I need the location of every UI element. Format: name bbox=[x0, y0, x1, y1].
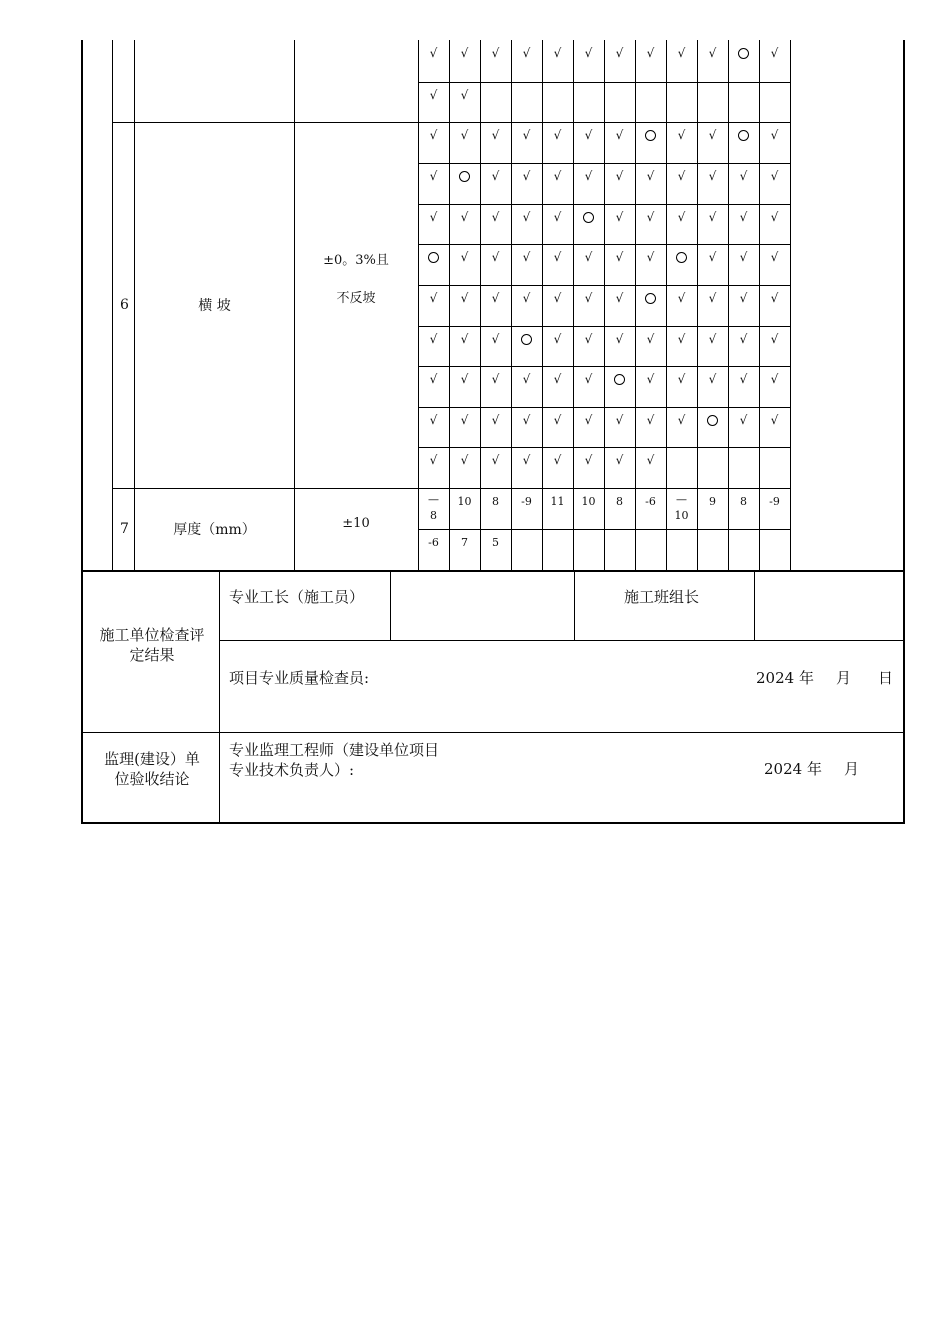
column-line bbox=[666, 40, 667, 570]
pass-mark-icon: √ bbox=[584, 291, 593, 305]
item-name: 横 坡 bbox=[198, 298, 231, 314]
pass-mark-icon: √ bbox=[708, 372, 717, 386]
item-tolerance bbox=[294, 240, 418, 320]
row-line bbox=[418, 447, 790, 448]
pass-mark-icon: √ bbox=[739, 210, 748, 224]
row-line bbox=[219, 640, 905, 641]
row-line bbox=[112, 488, 418, 489]
pass-mark-icon: √ bbox=[677, 46, 686, 60]
pass-mark-icon: √ bbox=[770, 169, 779, 183]
pass-mark-icon: √ bbox=[584, 250, 593, 264]
fail-mark-icon bbox=[449, 165, 480, 187]
pass-mark-icon: √ bbox=[615, 128, 624, 142]
fail-mark-icon bbox=[604, 368, 635, 390]
circle-icon bbox=[738, 130, 749, 141]
pass-mark-icon: √ bbox=[491, 210, 500, 224]
supervision-section-title: 监理(建设）单位验收结论 bbox=[104, 750, 200, 788]
column-line bbox=[134, 40, 135, 570]
row-line bbox=[81, 732, 905, 733]
pass-mark-icon: √ bbox=[708, 250, 717, 264]
pass-mark-icon: √ bbox=[677, 291, 686, 305]
pass-mark-icon: √ bbox=[739, 332, 748, 346]
pass-mark-icon: √ bbox=[522, 250, 531, 264]
pass-mark-icon: √ bbox=[646, 210, 655, 224]
pass-mark-icon: √ bbox=[708, 291, 717, 305]
pass-mark-icon: √ bbox=[429, 128, 438, 142]
pass-mark-icon: √ bbox=[584, 453, 593, 467]
pass-mark-icon: √ bbox=[429, 291, 438, 305]
circle-icon bbox=[645, 130, 656, 141]
pass-mark-icon: √ bbox=[553, 453, 562, 467]
column-line bbox=[294, 40, 295, 570]
column-line bbox=[219, 570, 220, 824]
construction-section-title: 施工单位检查评定结果 bbox=[99, 626, 205, 664]
fail-mark-icon bbox=[666, 246, 697, 268]
measured-value: 7 bbox=[461, 535, 468, 549]
item-tolerance: ±10 bbox=[342, 515, 370, 531]
measured-value: — 10 bbox=[674, 493, 689, 522]
pass-mark-icon: √ bbox=[522, 291, 531, 305]
fail-mark-icon bbox=[728, 124, 759, 146]
pass-mark-icon: √ bbox=[770, 210, 779, 224]
column-line bbox=[790, 40, 791, 570]
circle-icon bbox=[459, 171, 470, 182]
row-line bbox=[418, 529, 790, 530]
pass-mark-icon: √ bbox=[584, 46, 593, 60]
pass-mark-icon: √ bbox=[429, 169, 438, 183]
measured-value: 8 bbox=[616, 494, 623, 508]
team-leader-label: 施工班组长 bbox=[624, 588, 700, 606]
row-line bbox=[418, 82, 790, 83]
fail-mark-icon bbox=[511, 328, 542, 350]
pass-mark-icon: √ bbox=[615, 169, 624, 183]
pass-mark-icon: √ bbox=[646, 250, 655, 264]
column-line bbox=[480, 40, 481, 570]
measured-value: 8 bbox=[492, 494, 499, 508]
tolerance-line: 不反坡 bbox=[336, 291, 376, 306]
circle-icon bbox=[676, 252, 687, 263]
pass-mark-icon: √ bbox=[708, 128, 717, 142]
fail-mark-icon bbox=[573, 206, 604, 228]
pass-mark-icon: √ bbox=[553, 46, 562, 60]
pass-mark-icon: √ bbox=[708, 169, 717, 183]
row-line bbox=[112, 122, 418, 123]
pass-mark-icon: √ bbox=[522, 169, 531, 183]
pass-mark-icon: √ bbox=[646, 453, 655, 467]
column-line bbox=[728, 40, 729, 570]
circle-icon bbox=[707, 415, 718, 426]
date-year: 2024 年 bbox=[764, 760, 822, 778]
pass-mark-icon: √ bbox=[708, 210, 717, 224]
pass-mark-icon: √ bbox=[491, 372, 500, 386]
column-line bbox=[573, 40, 574, 570]
pass-mark-icon: √ bbox=[491, 128, 500, 142]
pass-mark-icon: √ bbox=[615, 250, 624, 264]
pass-mark-icon: √ bbox=[770, 372, 779, 386]
column-line bbox=[449, 40, 450, 570]
pass-mark-icon: √ bbox=[553, 169, 562, 183]
pass-mark-icon: √ bbox=[677, 169, 686, 183]
column-line bbox=[697, 40, 698, 570]
column-line bbox=[574, 570, 575, 640]
pass-mark-icon: √ bbox=[553, 413, 562, 427]
pass-mark-icon: √ bbox=[553, 250, 562, 264]
pass-mark-icon: √ bbox=[770, 332, 779, 346]
pass-mark-icon: √ bbox=[677, 332, 686, 346]
pass-mark-icon: √ bbox=[615, 453, 624, 467]
pass-mark-icon: √ bbox=[522, 128, 531, 142]
pass-mark-icon: √ bbox=[491, 46, 500, 60]
pass-mark-icon: √ bbox=[491, 413, 500, 427]
pass-mark-icon: √ bbox=[677, 210, 686, 224]
row-line bbox=[418, 488, 790, 489]
row-line bbox=[418, 285, 790, 286]
pass-mark-icon: √ bbox=[708, 332, 717, 346]
column-line bbox=[418, 40, 419, 570]
pass-mark-icon: √ bbox=[460, 453, 469, 467]
pass-mark-icon: √ bbox=[584, 169, 593, 183]
pass-mark-icon: √ bbox=[460, 413, 469, 427]
pass-mark-icon: √ bbox=[429, 210, 438, 224]
pass-mark-icon: √ bbox=[739, 372, 748, 386]
pass-mark-icon: √ bbox=[615, 46, 624, 60]
row-line bbox=[418, 407, 790, 408]
measured-value: 8 bbox=[740, 494, 747, 508]
pass-mark-icon: √ bbox=[429, 453, 438, 467]
pass-mark-icon: √ bbox=[460, 88, 469, 102]
item-number: 6 bbox=[120, 297, 129, 313]
fail-mark-icon bbox=[635, 124, 666, 146]
pass-mark-icon: √ bbox=[615, 291, 624, 305]
pass-mark-icon: √ bbox=[646, 372, 655, 386]
pass-mark-icon: √ bbox=[770, 413, 779, 427]
column-line bbox=[754, 570, 755, 640]
pass-mark-icon: √ bbox=[584, 332, 593, 346]
circle-icon bbox=[645, 293, 656, 304]
pass-mark-icon: √ bbox=[491, 332, 500, 346]
measured-value: -9 bbox=[769, 494, 780, 508]
pass-mark-icon: √ bbox=[553, 291, 562, 305]
measured-value: 10 bbox=[457, 494, 472, 508]
row-line bbox=[418, 326, 790, 327]
pass-mark-icon: √ bbox=[491, 291, 500, 305]
pass-mark-icon: √ bbox=[460, 250, 469, 264]
pass-mark-icon: √ bbox=[491, 169, 500, 183]
pass-mark-icon: √ bbox=[646, 46, 655, 60]
pass-mark-icon: √ bbox=[522, 210, 531, 224]
fail-mark-icon bbox=[418, 246, 449, 268]
row-line bbox=[418, 366, 790, 367]
item-name: 厚度（mm） bbox=[173, 522, 256, 538]
row-line bbox=[418, 122, 790, 123]
fail-mark-icon bbox=[728, 42, 759, 64]
circle-icon bbox=[428, 252, 439, 263]
engineer-label: 专业监理工程师（建设单位项目专业技术负责人）: bbox=[229, 741, 440, 779]
pass-mark-icon: √ bbox=[739, 250, 748, 264]
pass-mark-icon: √ bbox=[429, 46, 438, 60]
measured-value: 11 bbox=[550, 494, 565, 508]
measured-value: -9 bbox=[521, 494, 532, 508]
date-day: 日 bbox=[878, 669, 894, 687]
pass-mark-icon: √ bbox=[739, 413, 748, 427]
pass-mark-icon: √ bbox=[739, 169, 748, 183]
pass-mark-icon: √ bbox=[677, 413, 686, 427]
pass-mark-icon: √ bbox=[615, 210, 624, 224]
pass-mark-icon: √ bbox=[770, 291, 779, 305]
fail-mark-icon bbox=[635, 287, 666, 309]
column-line bbox=[635, 40, 636, 570]
pass-mark-icon: √ bbox=[708, 46, 717, 60]
pass-mark-icon: √ bbox=[460, 46, 469, 60]
pass-mark-icon: √ bbox=[677, 372, 686, 386]
inspector-label: 项目专业质量检查员: bbox=[229, 669, 370, 687]
column-line bbox=[604, 40, 605, 570]
circle-icon bbox=[583, 212, 594, 223]
pass-mark-icon: √ bbox=[646, 413, 655, 427]
pass-mark-icon: √ bbox=[553, 332, 562, 346]
row-line bbox=[418, 244, 790, 245]
pass-mark-icon: √ bbox=[429, 88, 438, 102]
measured-value: 10 bbox=[581, 494, 596, 508]
column-line bbox=[390, 570, 391, 640]
foreman-label: 专业工长（施工员） bbox=[229, 588, 365, 606]
pass-mark-icon: √ bbox=[584, 128, 593, 142]
pass-mark-icon: √ bbox=[739, 291, 748, 305]
date-month: 月 bbox=[836, 669, 852, 687]
pass-mark-icon: √ bbox=[460, 291, 469, 305]
row-line bbox=[418, 163, 790, 164]
pass-mark-icon: √ bbox=[770, 128, 779, 142]
item-number: 7 bbox=[120, 521, 129, 537]
date-year: 2024 年 bbox=[756, 669, 814, 687]
column-line bbox=[759, 40, 760, 570]
pass-mark-icon: √ bbox=[677, 128, 686, 142]
pass-mark-icon: √ bbox=[522, 413, 531, 427]
measured-value: — 8 bbox=[428, 493, 439, 522]
pass-mark-icon: √ bbox=[553, 372, 562, 386]
date-month: 月 bbox=[844, 760, 860, 778]
pass-mark-icon: √ bbox=[429, 413, 438, 427]
pass-mark-icon: √ bbox=[615, 332, 624, 346]
pass-mark-icon: √ bbox=[646, 169, 655, 183]
pass-mark-icon: √ bbox=[553, 210, 562, 224]
measured-value: -6 bbox=[645, 494, 656, 508]
pass-mark-icon: √ bbox=[522, 453, 531, 467]
circle-icon bbox=[521, 334, 532, 345]
pass-mark-icon: √ bbox=[615, 413, 624, 427]
pass-mark-icon: √ bbox=[553, 128, 562, 142]
circle-icon bbox=[738, 48, 749, 59]
pass-mark-icon: √ bbox=[770, 46, 779, 60]
pass-mark-icon: √ bbox=[460, 128, 469, 142]
measured-value: -6 bbox=[428, 535, 439, 549]
pass-mark-icon: √ bbox=[584, 372, 593, 386]
row-line bbox=[418, 204, 790, 205]
pass-mark-icon: √ bbox=[491, 453, 500, 467]
pass-mark-icon: √ bbox=[522, 46, 531, 60]
row-line bbox=[81, 570, 905, 572]
pass-mark-icon: √ bbox=[460, 210, 469, 224]
pass-mark-icon: √ bbox=[460, 372, 469, 386]
measured-value: 5 bbox=[492, 535, 499, 549]
pass-mark-icon: √ bbox=[646, 332, 655, 346]
pass-mark-icon: √ bbox=[584, 413, 593, 427]
pass-mark-icon: √ bbox=[770, 250, 779, 264]
measured-value: 9 bbox=[709, 494, 716, 508]
pass-mark-icon: √ bbox=[429, 372, 438, 386]
tolerance-line: ±0。3%且 bbox=[323, 253, 389, 268]
circle-icon bbox=[614, 374, 625, 385]
pass-mark-icon: √ bbox=[522, 372, 531, 386]
pass-mark-icon: √ bbox=[491, 250, 500, 264]
column-line bbox=[542, 40, 543, 570]
pass-mark-icon: √ bbox=[460, 332, 469, 346]
column-line bbox=[511, 40, 512, 570]
fail-mark-icon bbox=[697, 409, 728, 431]
pass-mark-icon: √ bbox=[429, 332, 438, 346]
column-line bbox=[112, 40, 113, 570]
